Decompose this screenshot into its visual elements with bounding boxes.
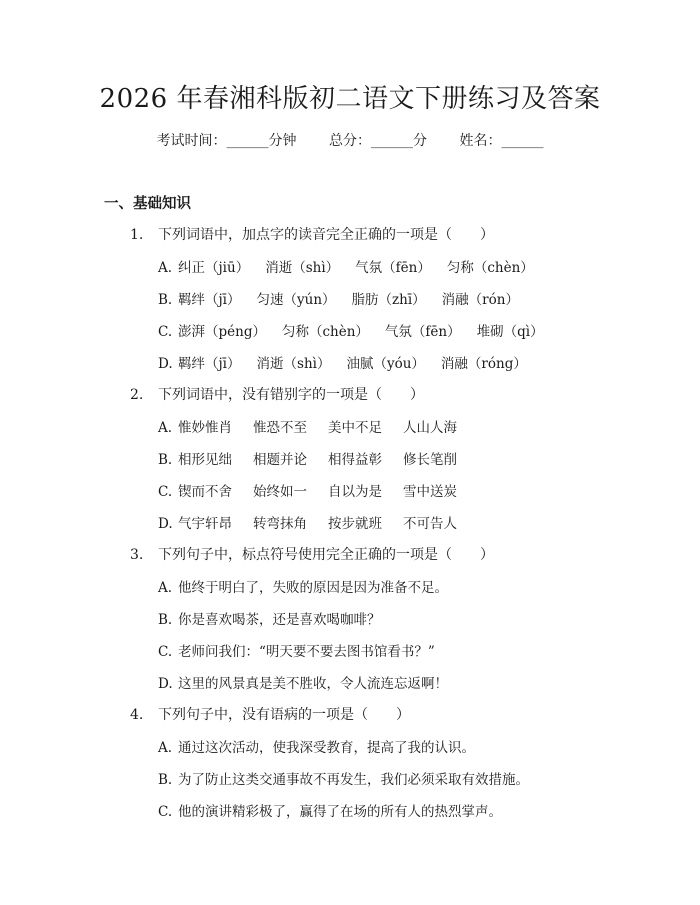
option-letter: B. xyxy=(158,292,173,308)
option-word: 气宇轩昂 xyxy=(178,516,232,532)
option-word: 相形见绌 xyxy=(178,452,232,468)
option-word: 修长笔削 xyxy=(403,452,457,468)
option-text: 老师问我们：“明天要不要去图书馆看书？” xyxy=(178,644,435,660)
score-label: 总分： xyxy=(329,133,371,149)
option-letter: D. xyxy=(158,676,173,692)
question-stem: 下列句子中，没有语病的一项是（ ） xyxy=(158,707,410,723)
q1-option-c[interactable] xyxy=(158,320,560,340)
option-word: 堆砌（qì） xyxy=(476,324,544,340)
option-word: 气氛（fēn） xyxy=(355,260,431,276)
question-4 xyxy=(130,704,410,724)
student-name xyxy=(459,133,543,149)
question-number: 2. xyxy=(130,387,144,403)
question-3 xyxy=(130,544,494,564)
option-word: 纠正（jiū） xyxy=(178,260,250,276)
option-text: 他的演讲精彩极了，赢得了在场的所有人的热烈掌声。 xyxy=(178,804,502,820)
option-letter: B. xyxy=(158,452,173,468)
q1-option-a[interactable] xyxy=(158,256,550,276)
time-blank[interactable]: ______ xyxy=(226,133,269,149)
option-letter: A. xyxy=(158,580,173,596)
q4-option-b[interactable] xyxy=(158,768,529,788)
question-2 xyxy=(130,384,424,404)
option-letter: A. xyxy=(158,260,173,276)
option-word: 惟恐不至 xyxy=(253,420,307,436)
option-letter: C. xyxy=(158,324,173,340)
name-label: 姓名： xyxy=(459,133,502,149)
score-unit: 分 xyxy=(413,133,427,149)
option-text: 这里的风景真是美不胜收，令人流连忘返啊！ xyxy=(178,676,448,692)
q2-option-d[interactable] xyxy=(158,512,478,532)
option-word: 匀速（yún） xyxy=(256,292,336,308)
exam-score xyxy=(329,133,427,149)
page-title: 2026 年春湘科版初二语文下册练习及答案 xyxy=(99,84,601,114)
option-letter: A. xyxy=(158,420,173,436)
q3-option-a[interactable] xyxy=(158,576,448,596)
option-word: 自以为是 xyxy=(328,484,382,500)
question-stem: 下列句子中，标点符号使用完全正确的一项是（ ） xyxy=(158,547,494,563)
question-stem: 下列词语中，没有错别字的一项是（ ） xyxy=(158,387,424,403)
option-letter: D. xyxy=(158,516,173,532)
option-letter: C. xyxy=(158,804,173,820)
option-word: 油腻（yóu） xyxy=(346,356,425,372)
question-number: 3. xyxy=(130,547,144,563)
option-letter: A. xyxy=(158,740,173,756)
option-word: 消融（róng） xyxy=(440,356,527,372)
option-word: 转弯抹角 xyxy=(253,516,307,532)
q1-option-d[interactable] xyxy=(158,352,543,372)
question-1 xyxy=(130,224,494,244)
option-word: 消逝（shì） xyxy=(265,260,340,276)
score-blank[interactable]: ______ xyxy=(371,133,413,149)
option-word: 羁绊（jī） xyxy=(178,292,241,308)
option-word: 澎湃（péng） xyxy=(178,324,266,340)
option-word: 锲而不舍 xyxy=(178,484,232,500)
option-word: 相得益彰 xyxy=(328,452,382,468)
name-blank[interactable]: ______ xyxy=(501,133,544,149)
option-word: 羁绊（jī） xyxy=(178,356,241,372)
option-letter: B. xyxy=(158,612,173,628)
option-word: 始终如一 xyxy=(253,484,307,500)
section-heading: 一、基础知识 xyxy=(104,196,191,212)
q3-option-b[interactable] xyxy=(158,608,381,628)
option-letter: B. xyxy=(158,772,173,788)
option-letter: C. xyxy=(158,644,173,660)
question-number: 1. xyxy=(130,227,144,243)
option-word: 人山人海 xyxy=(403,420,457,436)
option-word: 匀称（chèn） xyxy=(446,260,534,276)
q2-option-a[interactable] xyxy=(158,416,478,436)
option-text: 为了防止这类交通事故不再发生，我们必须采取有效措施。 xyxy=(178,772,529,788)
option-text: 通过这次活动，使我深受教育，提高了我的认识。 xyxy=(178,740,475,756)
time-label: 考试时间： xyxy=(156,133,227,149)
option-text: 他终于明白了，失败的原因是因为准备不足。 xyxy=(178,580,448,596)
q2-option-b[interactable] xyxy=(158,448,478,468)
q4-option-a[interactable] xyxy=(158,736,475,756)
exam-meta xyxy=(0,130,700,150)
option-letter: D. xyxy=(158,356,173,372)
option-word: 惟妙惟肖 xyxy=(178,420,232,436)
option-word: 气氛（fēn） xyxy=(384,324,461,340)
option-word: 不可告人 xyxy=(403,516,457,532)
question-number: 4. xyxy=(130,707,144,723)
option-word: 相题并论 xyxy=(253,452,307,468)
option-word: 美中不足 xyxy=(328,420,382,436)
q4-option-c[interactable] xyxy=(158,800,502,820)
q3-option-c[interactable] xyxy=(158,640,435,660)
question-stem: 下列词语中，加点字的读音完全正确的一项是（ ） xyxy=(158,227,494,243)
q1-option-b[interactable] xyxy=(158,288,535,308)
option-word: 脂肪（zhī） xyxy=(351,292,426,308)
option-letter: C. xyxy=(158,484,173,500)
exam-time xyxy=(157,133,297,149)
time-unit: 分钟 xyxy=(268,133,297,149)
option-word: 匀称（chèn） xyxy=(281,324,369,340)
q3-option-d[interactable] xyxy=(158,672,448,692)
option-word: 消融（rón） xyxy=(441,292,519,308)
option-word: 按步就班 xyxy=(328,516,382,532)
option-text: 你是喜欢喝茶，还是喜欢喝咖啡？ xyxy=(178,612,381,628)
q2-option-c[interactable] xyxy=(158,480,478,500)
option-word: 雪中送炭 xyxy=(403,484,457,500)
option-word: 消逝（shì） xyxy=(256,356,331,372)
